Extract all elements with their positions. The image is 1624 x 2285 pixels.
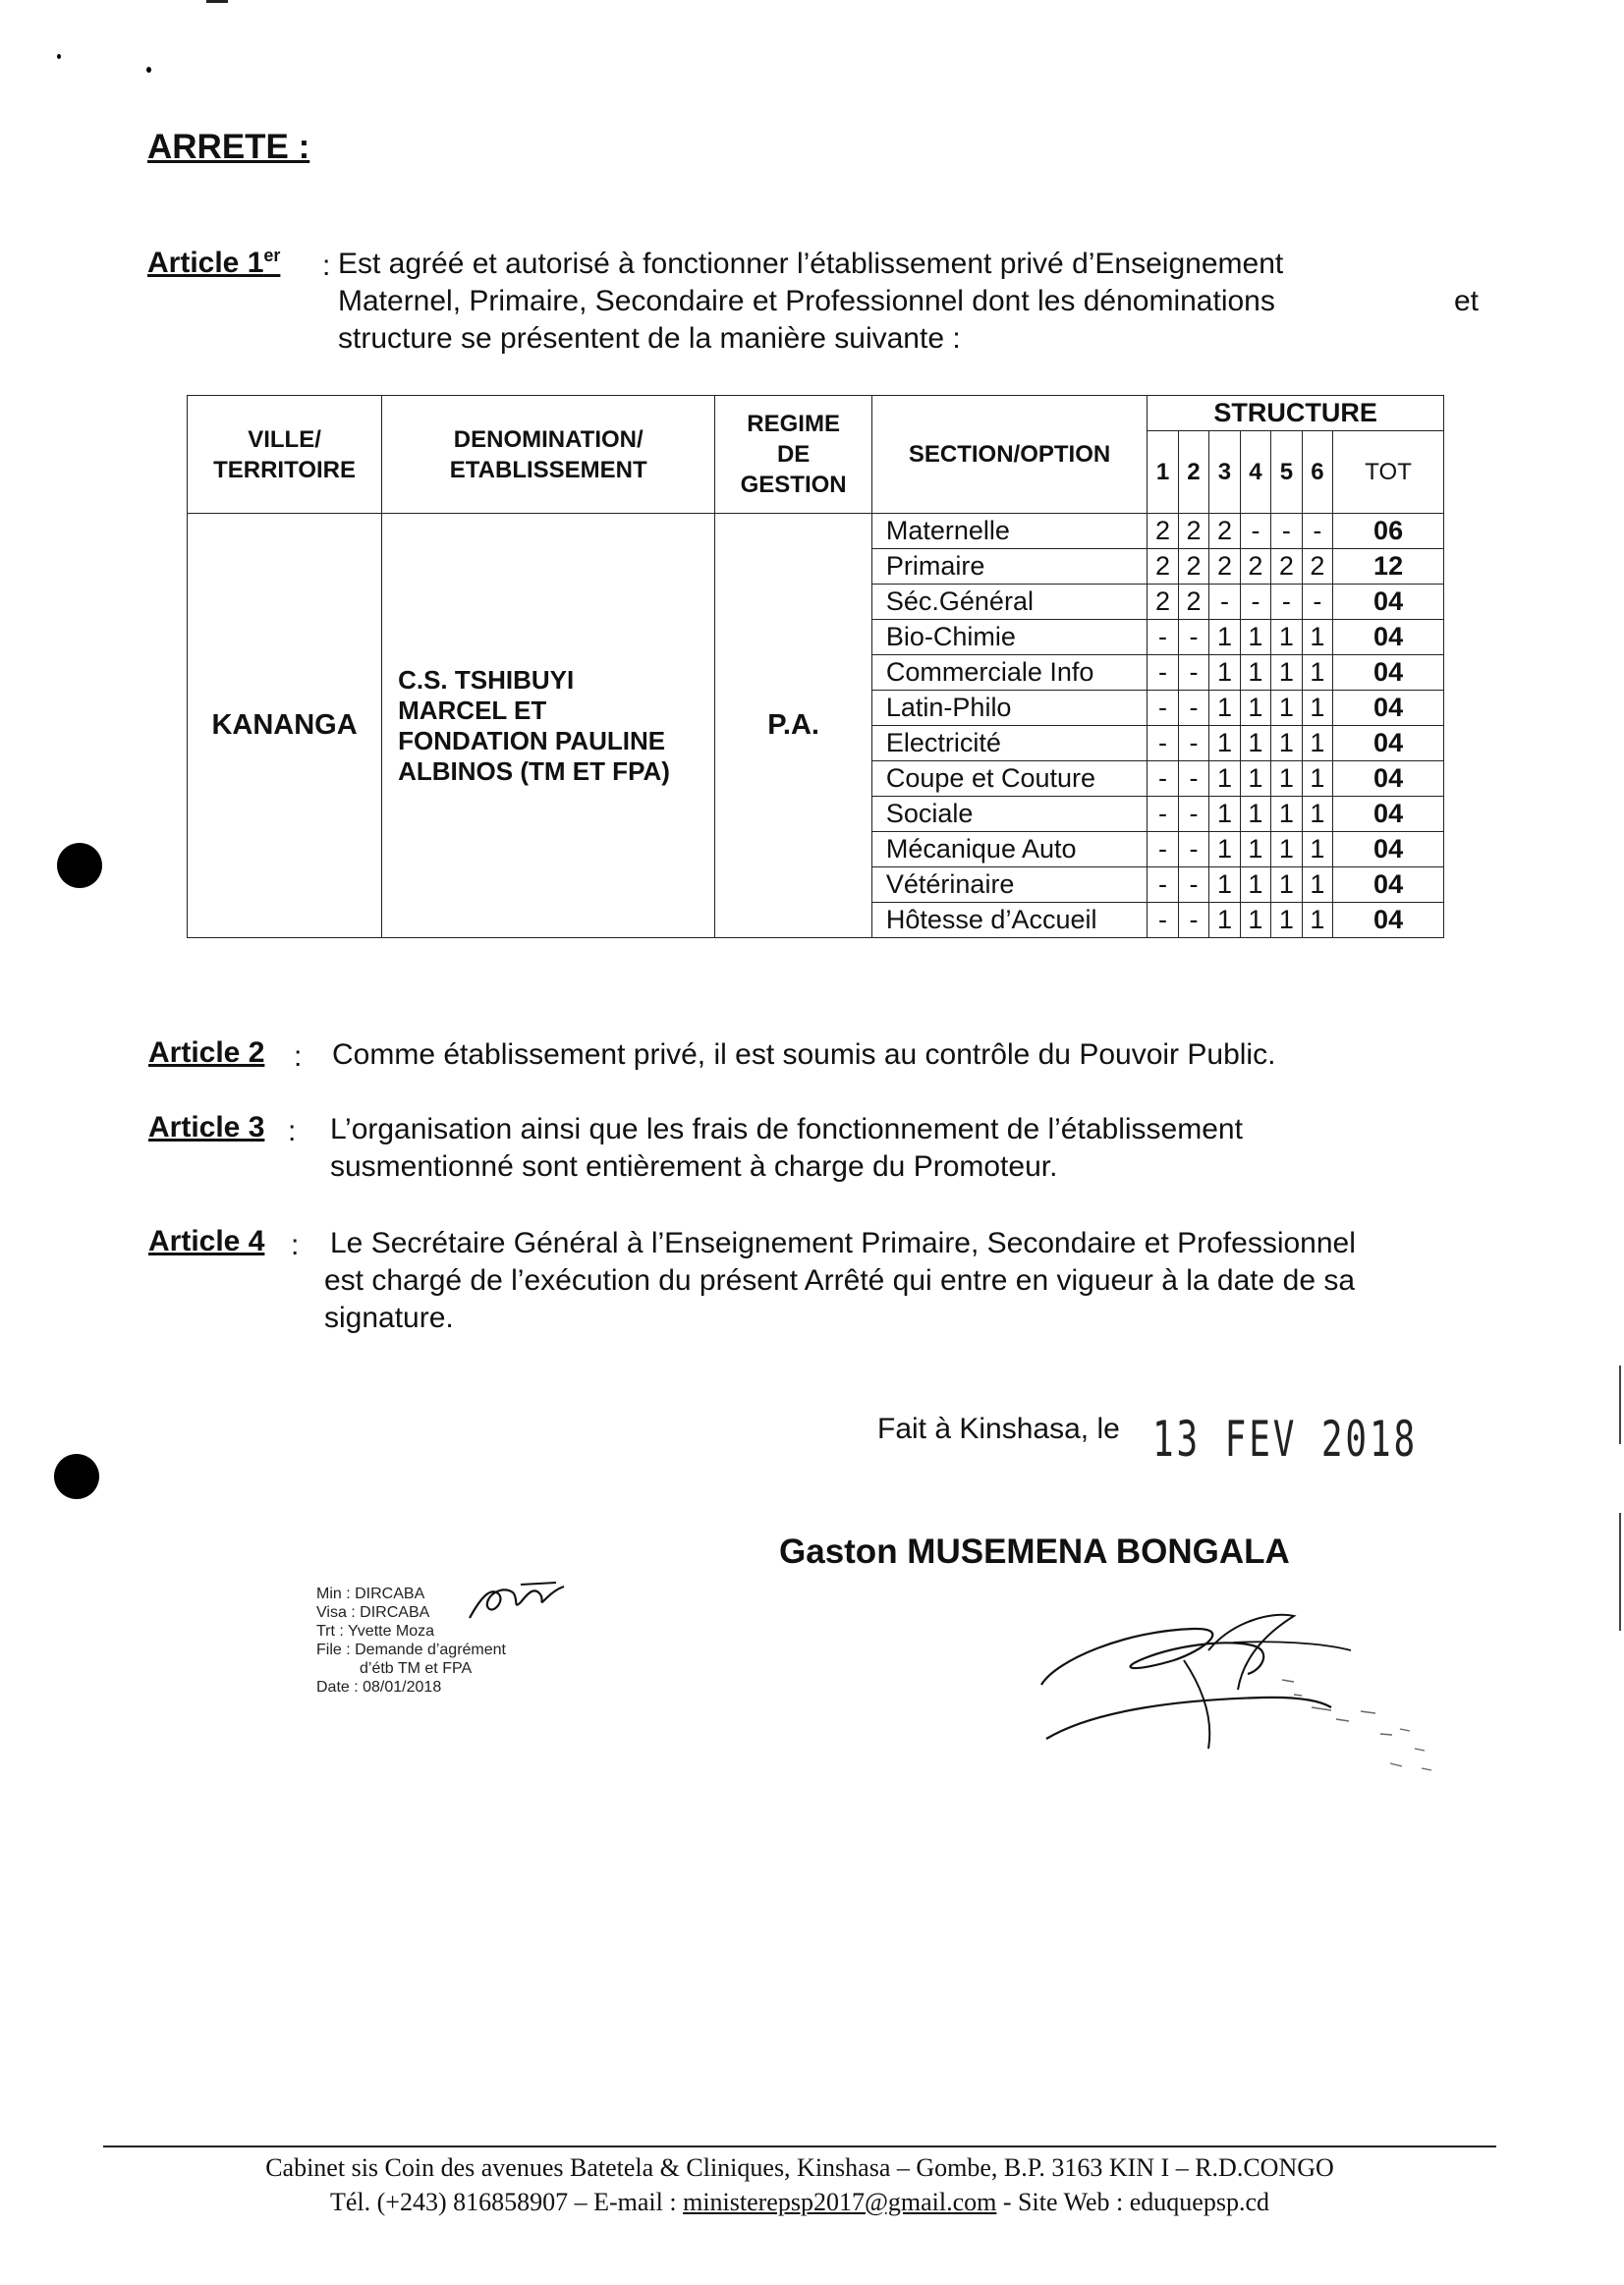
- year-1-cell: 2: [1148, 585, 1178, 620]
- signer-name: Gaston MUSEMENA BONGALA: [779, 1533, 1290, 1571]
- article-4-line: Le Secrétaire Général à l’Enseignement Primaire, Secondaire et Professionnel: [330, 1227, 1356, 1259]
- article-3-label: Article 3: [148, 1111, 265, 1143]
- year-3-cell: 1: [1209, 655, 1240, 691]
- footer-phone: Tél. (+243) 816858907 – E-mail :: [329, 2188, 684, 2216]
- article-2-sep: :: [294, 1040, 303, 1073]
- article-1-line: Est agréé et autorisé à fonctionner l’établissement privé d’Enseignement: [338, 248, 1284, 280]
- year-4-cell: 1: [1240, 691, 1270, 726]
- year-3-cell: 1: [1209, 726, 1240, 761]
- article-1-line: Maternel, Primaire, Secondaire et Professionnel dont les dénominations: [338, 285, 1275, 317]
- footer-email-link[interactable]: ministerepsp2017@gmail.com: [683, 2188, 997, 2216]
- header-regime: REGIME DE GESTION: [715, 396, 871, 514]
- year-1-cell: -: [1148, 797, 1178, 832]
- section-cell: Latin-Philo: [871, 691, 1147, 726]
- header-col-4: 4: [1240, 431, 1270, 514]
- punch-hole-mark: [57, 843, 102, 888]
- initials-line: File : Demande d’agrément: [316, 1642, 506, 1658]
- article-1-label-sup: er: [263, 246, 281, 265]
- initials-line: Date : 08/01/2018: [316, 1679, 442, 1696]
- total-cell: 04: [1333, 691, 1444, 726]
- year-6-cell: -: [1302, 514, 1332, 549]
- year-6-cell: 1: [1302, 691, 1332, 726]
- year-1-cell: -: [1148, 832, 1178, 867]
- header-denomination: DENOMINATION/ ETABLISSEMENT: [382, 396, 715, 514]
- structure-table: [187, 395, 1444, 938]
- footer-rule: [103, 2146, 1496, 2147]
- structure-table-body: [188, 514, 1444, 938]
- total-cell: 04: [1333, 761, 1444, 797]
- header-structure: STRUCTURE: [1148, 396, 1444, 431]
- year-5-cell: -: [1271, 514, 1302, 549]
- header-ville: VILLE/ TERRITOIRE: [188, 396, 382, 514]
- article-1-sep: :: [322, 250, 331, 282]
- year-2-cell: -: [1178, 832, 1208, 867]
- year-1-cell: -: [1148, 691, 1178, 726]
- article-2-line: Comme établissement privé, il est soumis au contrôle du Pouvoir Public.: [332, 1038, 1276, 1071]
- header-col-1: 1: [1148, 431, 1178, 514]
- year-4-cell: 2: [1240, 549, 1270, 585]
- article-1-text: [338, 246, 1448, 358]
- year-3-cell: 2: [1209, 514, 1240, 549]
- year-1-cell: 2: [1148, 549, 1178, 585]
- year-3-cell: 1: [1209, 867, 1240, 903]
- initials-line: Trt : Yvette Moza: [316, 1623, 435, 1640]
- header-col-tot: TOT: [1333, 431, 1444, 514]
- year-4-cell: 1: [1240, 726, 1270, 761]
- year-2-cell: 2: [1178, 549, 1208, 585]
- year-6-cell: 1: [1302, 797, 1332, 832]
- year-5-cell: 1: [1271, 832, 1302, 867]
- article-4-sep: :: [291, 1229, 300, 1261]
- year-2-cell: -: [1178, 726, 1208, 761]
- year-4-cell: 1: [1240, 867, 1270, 903]
- year-2-cell: -: [1178, 691, 1208, 726]
- denomination-line: C.S. TSHIBUYI: [398, 664, 575, 695]
- year-2-cell: -: [1178, 797, 1208, 832]
- article-2-text: [332, 1036, 1462, 1074]
- article-4-label: Article 4: [148, 1225, 265, 1257]
- year-2-cell: 2: [1178, 585, 1208, 620]
- year-4-cell: 1: [1240, 761, 1270, 797]
- year-3-cell: 1: [1209, 620, 1240, 655]
- total-cell: 04: [1333, 585, 1444, 620]
- total-cell: 06: [1333, 514, 1444, 549]
- year-6-cell: 2: [1302, 549, 1332, 585]
- year-2-cell: -: [1178, 867, 1208, 903]
- year-5-cell: 1: [1271, 726, 1302, 761]
- top-dash-mark: [206, 0, 228, 3]
- section-cell: Electricité: [871, 726, 1147, 761]
- place-and-date-text: Fait à Kinshasa, le: [877, 1413, 1120, 1445]
- total-cell: 04: [1333, 655, 1444, 691]
- paraphe-icon: [462, 1577, 570, 1626]
- year-1-cell: -: [1148, 903, 1178, 938]
- scan-edge-mark: [1619, 1365, 1621, 1444]
- year-3-cell: 2: [1209, 549, 1240, 585]
- total-cell: 04: [1333, 797, 1444, 832]
- document-heading: ARRETE :: [147, 128, 310, 166]
- year-4-cell: 1: [1240, 903, 1270, 938]
- section-cell: Séc.Général: [871, 585, 1147, 620]
- initials-line: d’étb TM et FPA: [360, 1660, 473, 1677]
- initials-line: Min : DIRCABA: [316, 1586, 425, 1602]
- article-3-sep: :: [288, 1115, 297, 1147]
- header-col-6: 6: [1302, 431, 1332, 514]
- year-2-cell: -: [1178, 903, 1208, 938]
- year-4-cell: 1: [1240, 832, 1270, 867]
- total-cell: 04: [1333, 832, 1444, 867]
- initials-line: Visa : DIRCABA: [316, 1604, 430, 1621]
- year-1-cell: -: [1148, 761, 1178, 797]
- section-cell: Primaire: [871, 549, 1147, 585]
- scan-speck: [57, 54, 61, 59]
- year-6-cell: -: [1302, 585, 1332, 620]
- footer-address: Cabinet sis Coin des avenues Batetela & Cliniques, Kinshasa – Gombe, B.P. 3163 KIN I – R.D.CONGO: [265, 2153, 1334, 2182]
- section-cell: Mécanique Auto: [871, 832, 1147, 867]
- section-cell: Vétérinaire: [871, 867, 1147, 903]
- article-1-trailing-word: et: [1454, 285, 1480, 317]
- article-3-line: L’organisation ainsi que les frais de fonctionnement de l’établissement: [330, 1113, 1243, 1145]
- year-6-cell: 1: [1302, 903, 1332, 938]
- total-cell: 04: [1333, 620, 1444, 655]
- total-cell: 04: [1333, 867, 1444, 903]
- year-1-cell: -: [1148, 726, 1178, 761]
- year-4-cell: -: [1240, 514, 1270, 549]
- article-3-line: susmentionné sont entièrement à charge du Promoteur.: [330, 1150, 1058, 1183]
- section-cell: Coupe et Couture: [871, 761, 1147, 797]
- year-5-cell: 1: [1271, 655, 1302, 691]
- year-3-cell: 1: [1209, 903, 1240, 938]
- article-4-line: est chargé de l’exécution du présent Arrêté qui entre en vigueur à la date de sa: [324, 1264, 1356, 1297]
- denomination-line: MARCEL ET: [398, 695, 547, 725]
- year-3-cell: 1: [1209, 797, 1240, 832]
- year-3-cell: 1: [1209, 761, 1240, 797]
- section-cell: Maternelle: [871, 514, 1147, 549]
- year-2-cell: 2: [1178, 514, 1208, 549]
- section-cell: Hôtesse d’Accueil: [871, 903, 1147, 938]
- year-1-cell: -: [1148, 620, 1178, 655]
- year-5-cell: 1: [1271, 620, 1302, 655]
- scan-edge-mark: [1619, 1513, 1621, 1631]
- total-cell: 04: [1333, 903, 1444, 938]
- section-cell: Sociale: [871, 797, 1147, 832]
- footer-website: - Site Web : eduquepsp.cd: [996, 2188, 1269, 2216]
- year-1-cell: 2: [1148, 514, 1178, 549]
- year-1-cell: -: [1148, 867, 1178, 903]
- header-col-2: 2: [1178, 431, 1208, 514]
- year-4-cell: 1: [1240, 797, 1270, 832]
- year-6-cell: 1: [1302, 832, 1332, 867]
- scan-speck: [146, 67, 151, 73]
- article-4-line: signature.: [324, 1302, 454, 1334]
- ville-cell: KANANGA: [188, 514, 382, 938]
- header-col-5: 5: [1271, 431, 1302, 514]
- year-2-cell: -: [1178, 655, 1208, 691]
- year-4-cell: -: [1240, 585, 1270, 620]
- article-1-line: structure se présentent de la manière suivante :: [338, 322, 961, 355]
- header-section: SECTION/OPTION: [871, 396, 1147, 514]
- article-4-text: [324, 1225, 1503, 1337]
- denomination-line: FONDATION PAULINE: [398, 725, 666, 755]
- article-2-label: Article 2: [148, 1036, 265, 1069]
- year-5-cell: 2: [1271, 549, 1302, 585]
- punch-hole-mark: [54, 1454, 99, 1499]
- year-6-cell: 1: [1302, 655, 1332, 691]
- denomination-line: ALBINOS (TM ET FPA): [398, 755, 670, 786]
- year-4-cell: 1: [1240, 655, 1270, 691]
- article-1-label: [147, 246, 280, 280]
- year-2-cell: -: [1178, 761, 1208, 797]
- denomination-cell: [382, 514, 715, 938]
- section-cell: Bio-Chimie: [871, 620, 1147, 655]
- article-1-label-main: Article 1: [147, 247, 264, 279]
- year-4-cell: 1: [1240, 620, 1270, 655]
- year-2-cell: -: [1178, 620, 1208, 655]
- year-6-cell: 1: [1302, 726, 1332, 761]
- section-cell: Commerciale Info: [871, 655, 1147, 691]
- year-5-cell: -: [1271, 585, 1302, 620]
- year-6-cell: 1: [1302, 867, 1332, 903]
- signature-icon: [1036, 1591, 1449, 1788]
- total-cell: 04: [1333, 726, 1444, 761]
- year-3-cell: 1: [1209, 691, 1240, 726]
- regime-cell: P.A.: [715, 514, 871, 938]
- year-6-cell: 1: [1302, 620, 1332, 655]
- total-cell: 12: [1333, 549, 1444, 585]
- year-5-cell: 1: [1271, 761, 1302, 797]
- year-5-cell: 1: [1271, 797, 1302, 832]
- year-5-cell: 1: [1271, 867, 1302, 903]
- year-3-cell: 1: [1209, 832, 1240, 867]
- year-5-cell: 1: [1271, 691, 1302, 726]
- date-stamp: 13 FEV 2018: [1152, 1411, 1419, 1468]
- footer-contact: [103, 2188, 1496, 2217]
- year-5-cell: 1: [1271, 903, 1302, 938]
- article-3-text: [330, 1111, 1460, 1186]
- year-3-cell: -: [1209, 585, 1240, 620]
- table-row: [188, 514, 1444, 549]
- header-col-3: 3: [1209, 431, 1240, 514]
- year-6-cell: 1: [1302, 761, 1332, 797]
- year-1-cell: -: [1148, 655, 1178, 691]
